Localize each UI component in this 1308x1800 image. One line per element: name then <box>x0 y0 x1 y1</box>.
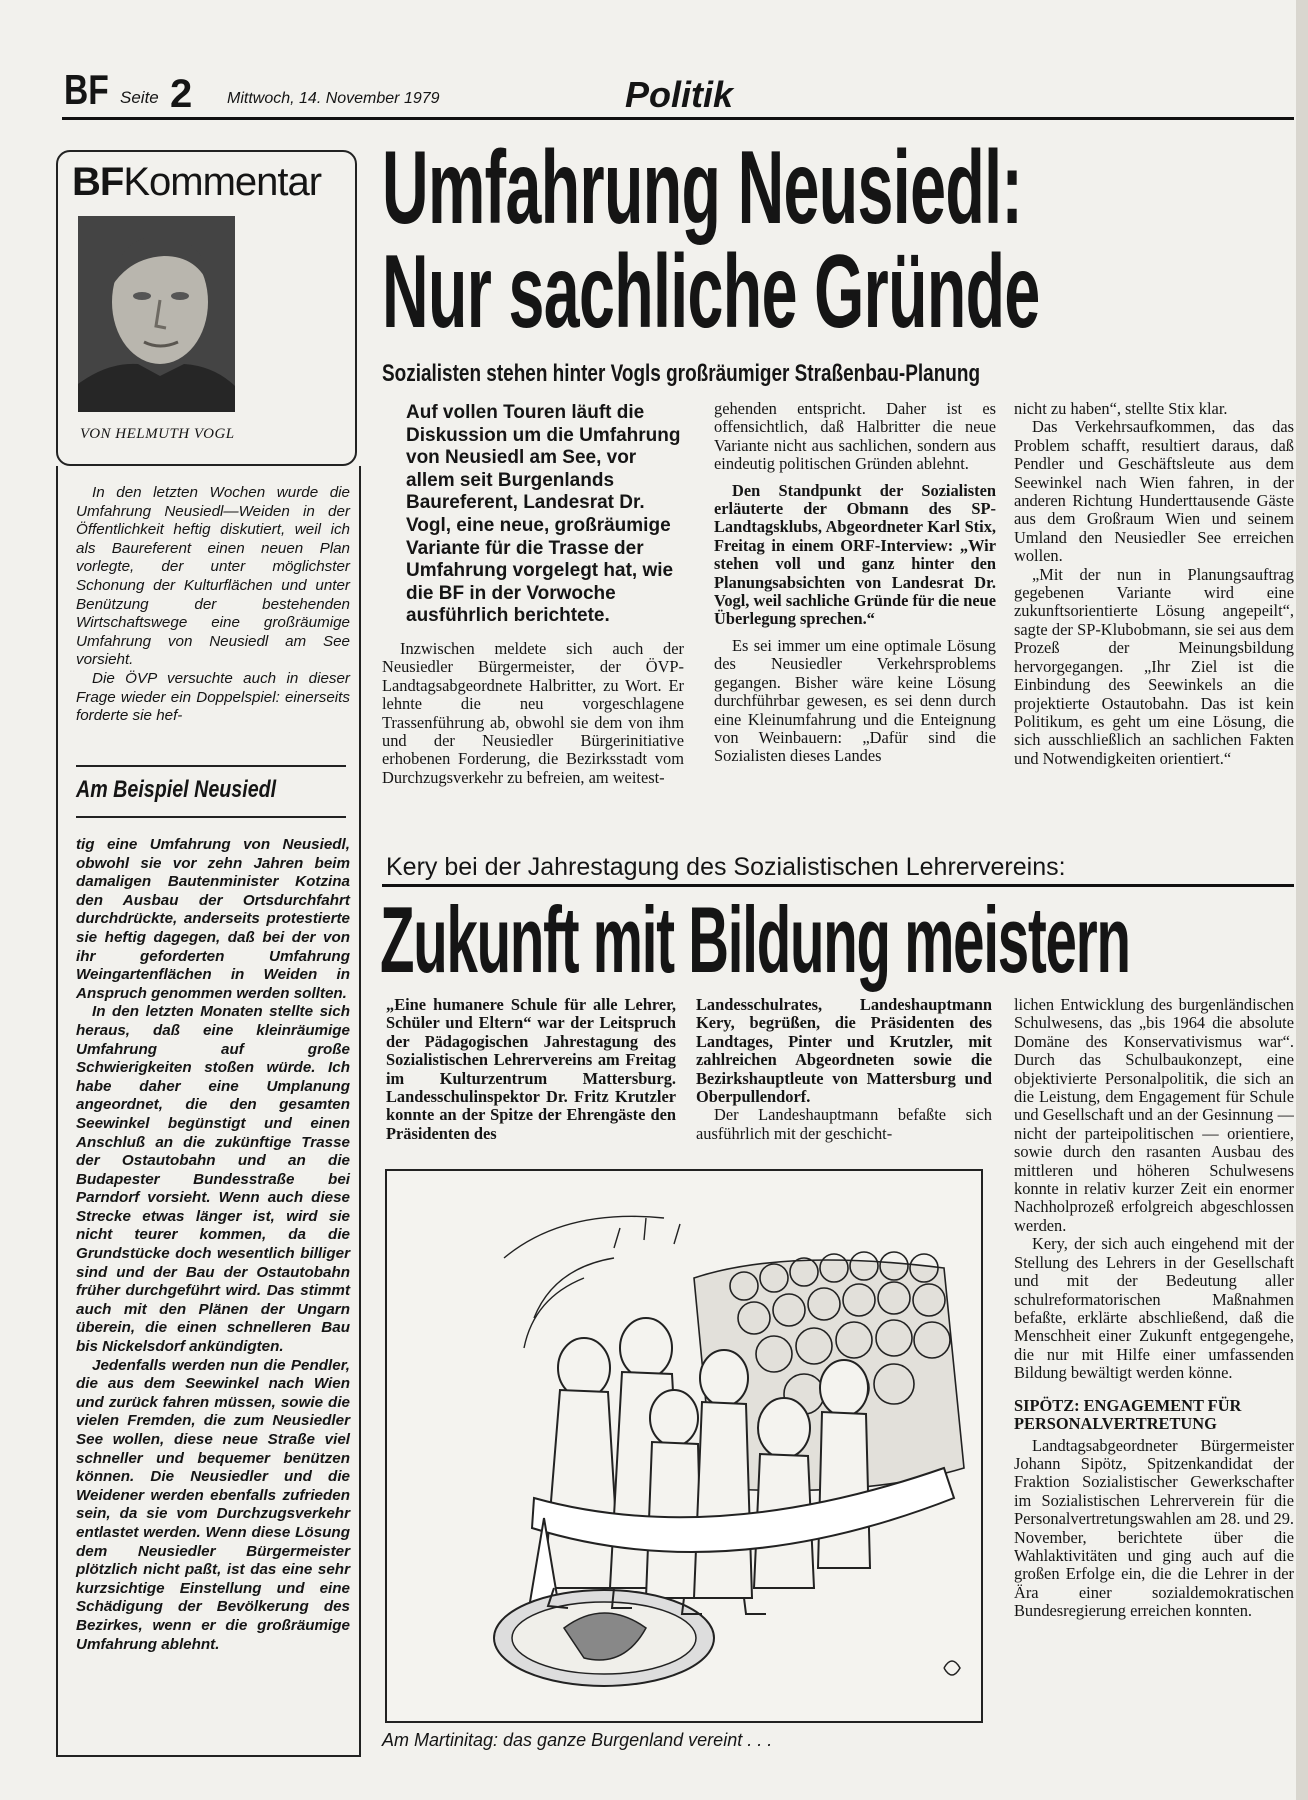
article2-subheading <box>1014 1397 1294 1433</box>
section-title: Politik <box>625 74 734 115</box>
commentary-paragraph: In den letzten Wochen wurde die Umfahrung Neusiedl—Weiden in der Öffentlichkeit heftig diskutiert, weil ich als Baureferent einen neuen Plan vorlegte, der unter möglichster Schonung der Kulturflächen und unter Benützung der bestehenden Wirtschaftswege eine großräumige Umfahrung von Neusiedl am See vorsieht. <box>76 484 350 669</box>
page-label: Seite <box>120 88 159 107</box>
article2-column-3 <box>1014 996 1294 1736</box>
subheading-line: SIPÖTZ: ENGAGEMENT FÜR <box>1014 1395 1242 1415</box>
article-paragraph: „Eine humanere Schule für alle Lehrer, Schüler und Eltern“ war der Leitspruch der Pädagogischen Jahrestagung des Sozialistischen Lehrervereins am Freitag im Kulturzentrum Mattersburg. Landesschulinspektor Dr. Fritz Krutzler konnte an der Spitze der Ehrengäste den Präsidenten des <box>386 995 676 1143</box>
commentary-text-part2 <box>76 836 350 1654</box>
page-number: 2 <box>170 72 193 116</box>
lead-paragraph: Auf vollen Touren läuft die Diskussion um die Umfahrung von Neusiedl am See, vor allem seit Burgenlands Baureferent, Landesrat Dr. Vogl, eine neue, großräumige Variante für die Trasse der Umfahrung vorgelegt hat, wie die BF in der Vorwoche ausführlich berichtete. <box>406 402 681 627</box>
article-column-3 <box>1014 400 1294 830</box>
article-paragraph: Der Landeshauptmann befaßte sich ausführlich mit der geschicht- <box>696 1105 992 1143</box>
issue-date: Mittwoch, 14. November 1979 <box>227 90 440 107</box>
cartoon-illustration <box>384 1168 984 1724</box>
commentary-title <box>72 160 321 205</box>
article-subheadline: Sozialisten stehen hinter Vogls großräumiger Straßenbau-Planung <box>382 360 981 387</box>
article-paragraph: Es sei immer um eine optimale Lösung des Neusiedler Verkehrsproblems gegangen. Bisher wäre keine Lösung durchführbar gewesen, es sei denn durch eine Kleinumfahrung und die Enteignung von Weinbauern: „Dafür sind die Sozialisten dieses Landes <box>714 635 996 766</box>
article2-column-1 <box>386 996 676 1143</box>
subheading-rule <box>76 816 346 818</box>
subheading-rule <box>76 765 346 767</box>
article2-headline: Zukunft mit Bildung meistern <box>380 887 1130 992</box>
commentary-subheading: Am Beispiel Neusiedl <box>76 776 277 803</box>
headline-line-1: Umfahrung Neusiedl: <box>382 130 1023 246</box>
article-paragraph: Landesschulrates, Landeshauptmann Kery, begrüßen, die Präsidenten des Landtages, Pinter und Krutzler, mit zahlreichen Abgeordneten sowie die Bezirkshauptleute von Mattersburg und Oberpullendorf. <box>696 995 992 1107</box>
commentary-title-text: Kommentar <box>123 160 322 204</box>
article-paragraph: lichen Entwicklung des burgenländischen Schulwesens, das „bis 1964 die absolute Domäne des Konservativismus war“. Durch das Schulbaukonzept, eine objektivierte Personalpolitik, die sich an die Leistung, dem Engagement für Schule und Gesellschaft und an der Gesinnung — nicht der parteipolitischen — orientiere, sowie durch den rasanten Ausbau des mittleren und höheren Schulwesens konnte in relativ kurzer Zeit ein enormer Nachholprozeß erfolgreich abgeschlossen werden. <box>1014 996 1294 1235</box>
article-column-1 <box>382 640 684 787</box>
commentary-paragraph: Die ÖVP versuchte auch in dieser Frage wieder ein Doppelspiel: einerseits forderte sie hef- <box>76 669 350 725</box>
article-paragraph: nicht zu haben“, stellte Stix klar. <box>1014 400 1228 418</box>
header-rule <box>62 117 1294 120</box>
article-paragraph: Den Standpunkt der Sozialisten erläuterte der Obmann des SP-Landtagsklubs, Abgeordneter Karl Stix, Freitag in einem ORF-Interview: „Wir stehen voll und ganz hinter den Planungsabsichten von Landesrat Dr. Vogl, weil sachliche Gründe für die neue Überlegung sprechen.“ <box>714 480 996 629</box>
commentary-paragraph: Jedenfalls werden nun die Pendler, die aus dem Seewinkel nach Wien und zurück fahren müssen, sowie die vielen Fremden, die zum Neusiedler See wollen, diese neue Straße viel schneller und bequemer benützen können. Die Neusiedler und die Weidener werden ebenfalls zufrieden sein, da sie vom Durchzugsverkehr entlastet werden. Wenn diese Lösung dem Neusiedler Bürgermeister plötzlich nicht paßt, ist das eine sehr kurzsichtige Einstellung und eine Schädigung der Bevölkerung des Bezirkes, wenn er die großräumige Umfahrung ablehnt. <box>76 1356 350 1653</box>
left-column-border <box>359 466 361 1756</box>
commentary-paragraph: tig eine Umfahrung von Neusiedl, obwohl sie vor zehn Jahren beim damaligen Bautenminister Kotzina den Ausbau der Ortsdurchfahrt durchdrückte, anderseits protestierte sie heftig dagegen, daß bei der von ihr geforderten Umfahrung Weingartenflächen in Weiden in Anspruch genommen werden sollten. <box>76 836 350 1002</box>
article-paragraph: Das Verkehrsaufkommen, das das Problem schafft, resultiert daraus, daß Pendler und Geschäftsleute aus dem Seewinkel nach Wien fahren, in der anderen Richtung Hunderttausende Gäste aus dem Großraum Wien und seinem Umland den Neusiedler See erreichen wollen. <box>1014 417 1294 566</box>
commentary-text-part1 <box>76 484 350 726</box>
article-paragraph: gehenden entspricht. Daher ist es offensichtlich, daß Halbritter die neue Variante nicht aus sachlichen, sondern aus eindeutig politischen Gründen ablehnt. <box>714 399 996 474</box>
commentary-title-bf: BF <box>72 160 124 204</box>
commentary-author: VON HELMUTH VOGL <box>80 426 235 442</box>
page-edge <box>1296 0 1308 1800</box>
article-paragraph: Landtagsabgeordneter Bürgermeister Johann Sipötz, Spitzenkandidat der Fraktion Sozialistischer Gewerkschafter im Sozialistischen Lehrerverein für die Personalvertretungswahlen am 28. und 29. November, berichtete über die Wahlaktivitäten und ging auch auf die großen Erfolge ein, die die Lehrer in der Ära einer sozialdemokratischen Bundesregierung erreichen konnten. <box>1014 1435 1294 1621</box>
author-portrait <box>78 216 235 412</box>
article-column-2 <box>714 400 996 766</box>
left-column-border <box>56 466 58 1756</box>
article-paragraph: „Mit der nun in Planungsauftrag gegebenen Variante wird eine zukunftsorientierte Lösung angepeilt“, sagte der SP-Klubobmann, sie sei aus dem Prozeß der Meinungsbildung hervorgegangen. „Ihr Ziel ist die Einbindung des Seewinkels an die projektierte Ostautobahn. Das ist kein Politikum, es geht um eine Lösung, die sich ausschließlich an sachlichen Fakten und Notwendigkeiten orientiert.“ <box>1014 564 1294 768</box>
left-column-border <box>56 1755 361 1757</box>
article-paragraph: Kery, der sich auch eingehend mit der Stellung des Lehrers in der Gesellschaft und mit der Bedeutung aller schulreformatorischen Maßnahmen befaßte, erklärte abschließend, daß die Menschheit einer Zukunft entgegengehe, die nur mit Hilfe einer umfassenden Bildung bewältigt werden könne. <box>1014 1234 1294 1383</box>
commentary-paragraph: In den letzten Monaten stellte sich heraus, daß eine kleinräumige Umfahrung auf große Schwierigkeiten stoßen würde. Ich habe daher eine Umplanung angeordnet, die den gesamten Seewinkel begünstigt und einen Anschluß an die zukünftige Trasse der Ostautobahn und an die Budapester Bundesstraße bei Parndorf vorsieht. Wenn auch diese Strecke etwas länger ist, wird sie nicht teurer kommen, da die Grundstücke doch wesentlich billiger sind und der Bau der Ostautobahn früher durchgeführt wird. Das stimmt auch mit den Plänen der Ungarn überein, die einen schnelleren Bau bis Nickelsdorf ankündigten. <box>76 1003 350 1356</box>
article2-column-2 <box>696 996 992 1143</box>
article-kicker: Kery bei der Jahrestagung des Sozialistischen Lehrervereins: <box>386 853 1066 881</box>
headline-line-2: Nur sachliche Gründe <box>382 234 1040 350</box>
article-lead <box>406 402 684 628</box>
subheading-line: PERSONALVERTRETUNG <box>1014 1413 1217 1433</box>
newspaper-logo: BF <box>64 66 109 113</box>
cartoon-caption: Am Martinitag: das ganze Burgenland vereint . . . <box>382 1730 773 1750</box>
article-paragraph: Inzwischen meldete sich auch der Neusiedler Bürgermeister, der ÖVP-Landtagsabgeordnete Halbritter, zu Wort. Er lehnte die neu vorgeschlagene Trassenführung ab, obwohl sie dem von ihm und der Neusiedler Bürgerinitiative erhobenen Forderung, die Bezirksstadt vom Durchzugsverkehr zu befreien, am weitest- <box>382 639 684 787</box>
